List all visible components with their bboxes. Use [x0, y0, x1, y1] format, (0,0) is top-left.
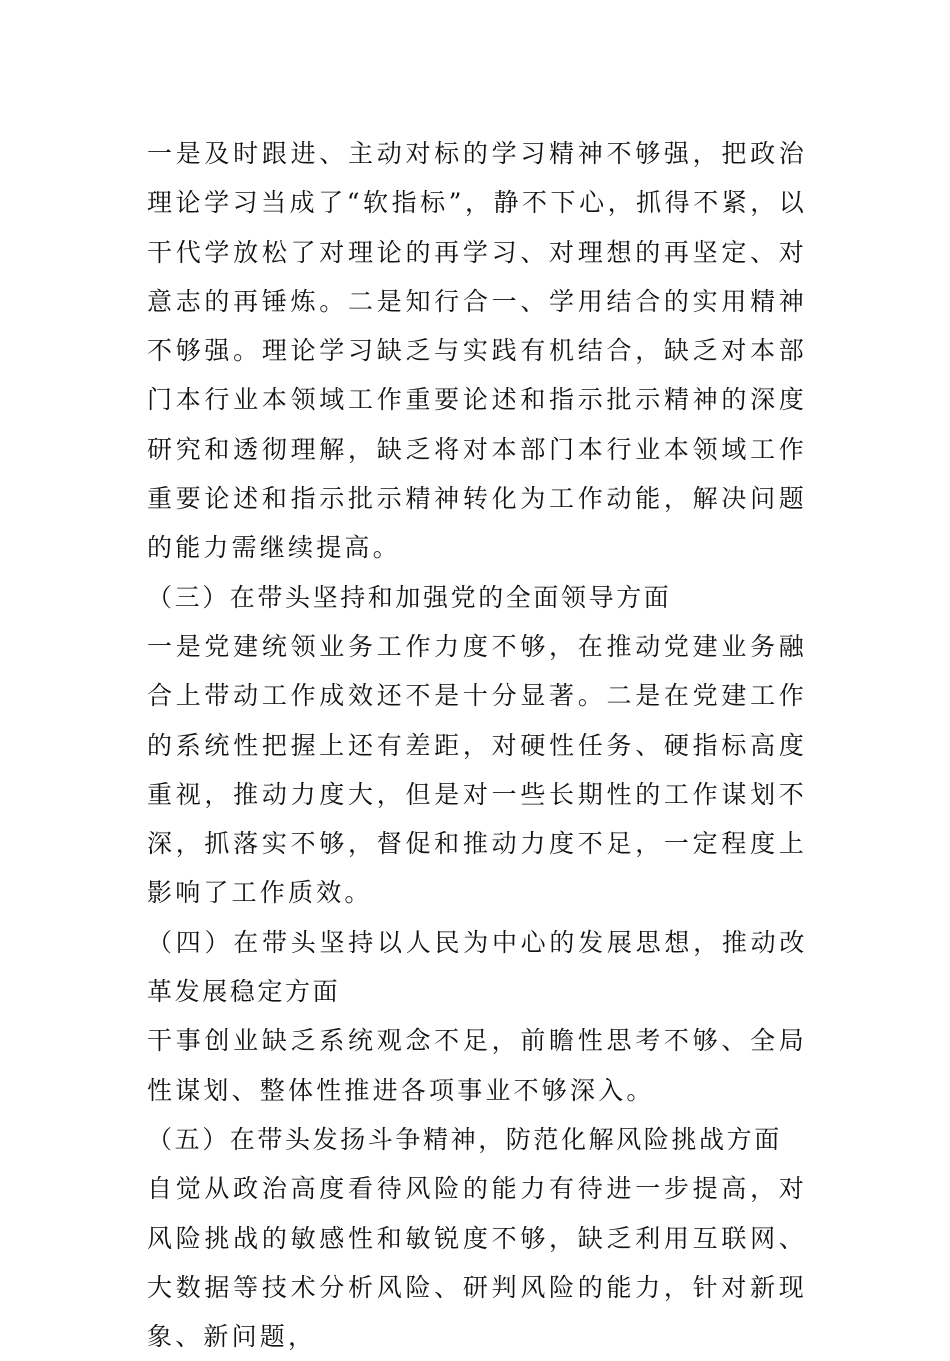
paragraph-risk: 自觉从政治高度看待风险的能力有待进一步提高，对风险挑战的敏感性和敏锐度不够，缺乏利用互联网、大数据等技术分析风险、研判风险的能力，针对新现象、新问题，: [147, 1174, 807, 1352]
paragraph-development: 干事创业缺乏系统观念不足，前瞻性思考不够、全局性谋划、整体性推进各项事业不够深入。: [147, 1026, 807, 1105]
paragraph-study-spirit: 一是及时跟进、主动对标的学习精神不够强，把政治理论学习当成了“软指标”，静不下心，抓得不紧，以干代学放松了对理论的再学习、对理想的再坚定、对意志的再锤炼。二是知行合一、学用结合的实用精神不够强。理论学习缺乏与实践有机结合，缺乏对本部门本行业本领域工作重要论述和指示批示精神的深度研究和透彻理解，缺乏将对本部门本行业本领域工作重要论述和指示批示精神转化为工作动能，解决问题的能力需继续提高。: [147, 139, 807, 563]
section-heading-4: （四）在带头坚持以人民为中心的发展思想，推动改革发展稳定方面: [147, 927, 807, 1007]
section-heading-3: （三）在带头坚持和加强党的全面领导方面: [147, 582, 672, 612]
document-body: [147, 129, 807, 1361]
section-heading-5: （五）在带头发扬斗争精神，防范化解风险挑战方面: [147, 1124, 782, 1154]
paragraph-party-leadership: 一是党建统领业务工作力度不够，在推动党建业务融合上带动工作成效还不是十分显著。二是在党建工作的系统性把握上还有差距，对硬性任务、硬指标高度重视，推动力度大，但是对一些长期性的工作谋划不深，抓落实不够，督促和推动力度不足，一定程度上影响了工作质效。: [147, 631, 807, 908]
